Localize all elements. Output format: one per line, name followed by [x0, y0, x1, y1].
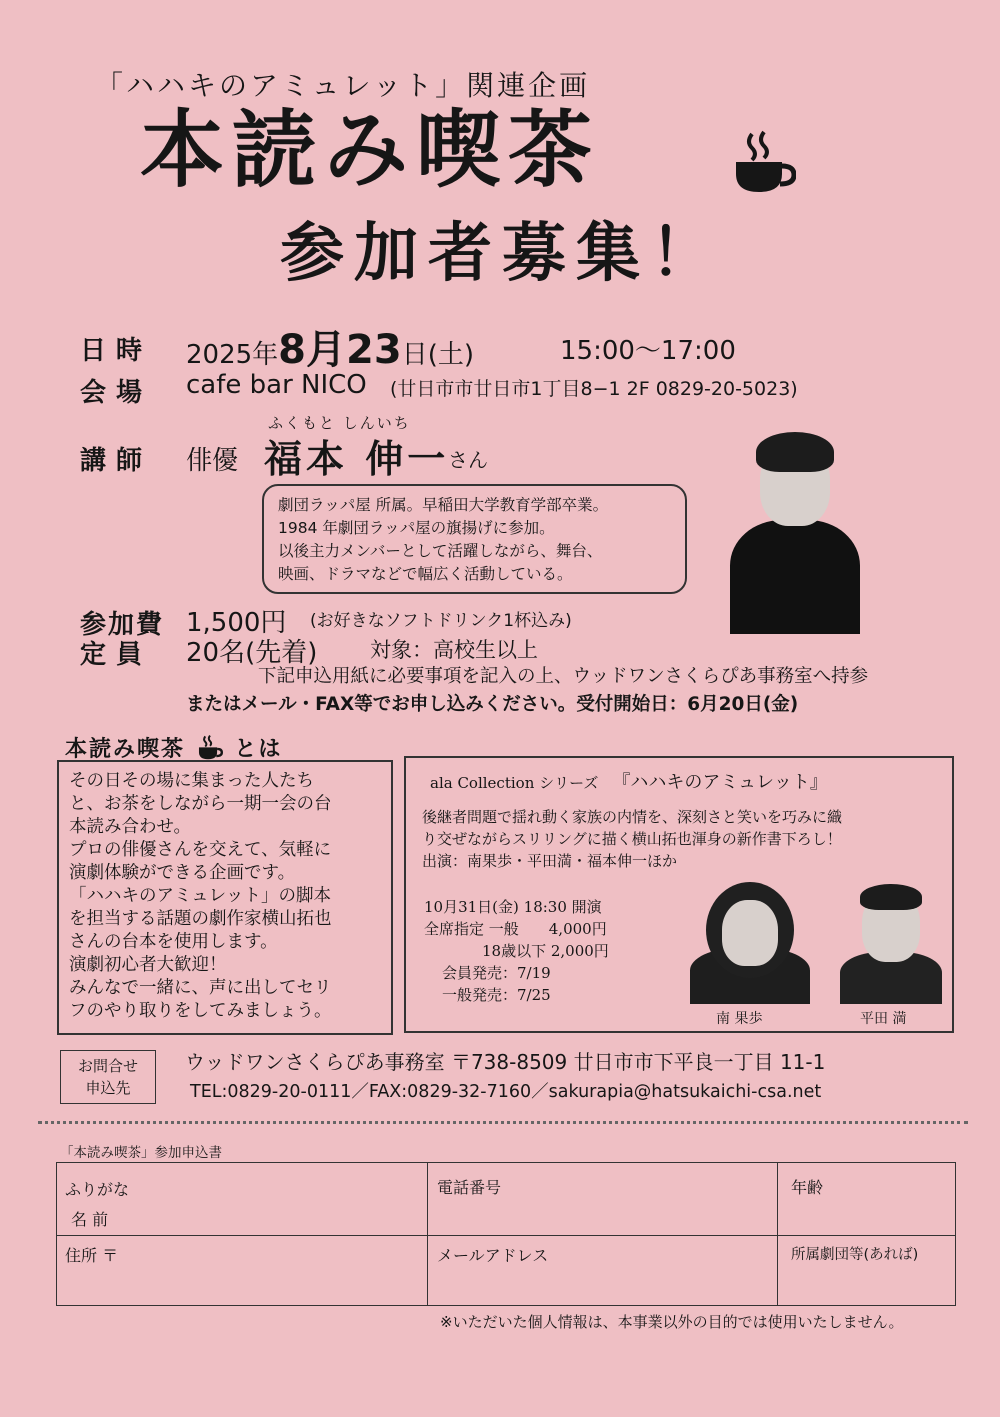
performance-info	[424, 896, 609, 1006]
play-title: 『ハハキのアミュレット』	[612, 772, 828, 793]
form-title: 「本読み喫茶」参加申込書	[60, 1145, 222, 1161]
venue-name: cafe bar NICO	[186, 370, 367, 400]
lecturer-role: 俳優	[186, 446, 239, 476]
coffee-cup-icon	[732, 128, 796, 194]
about-line: 演劇初心者大歓迎！	[69, 955, 227, 975]
actor2-caption: 平田 満	[860, 1011, 907, 1027]
about-line: と、お茶をしながら一期一会の台	[69, 794, 332, 814]
price-row-2: 18歳以下 2,000円	[482, 942, 609, 960]
lecturer-bio	[262, 484, 687, 594]
actor2-photo	[836, 878, 946, 1004]
bio-line: 映画、ドラマなどで幅広く活動している。	[278, 565, 573, 583]
apply-line-2: またはメール・FAX等でお申し込みください。受付開始日：6月20日(金)	[186, 694, 799, 715]
actor1-photo	[686, 878, 814, 1004]
member-sale: 会員発売：7/19	[442, 964, 551, 982]
date-weekday: 日(土)	[401, 340, 474, 370]
about-heading-post: とは	[234, 737, 283, 762]
price-row-1: 全席指定 一般 4,000円	[424, 920, 607, 938]
about-line: フのやり取りをしてみましょう。	[69, 1001, 332, 1021]
capacity: 20名(先着)	[186, 638, 318, 668]
desc-line: り交ぜながらスリリングに描く横山拓也渾身の新作書下ろし！	[422, 830, 842, 848]
fee: 1,500円	[186, 608, 287, 638]
email-field[interactable]: メールアドレス	[437, 1246, 549, 1265]
troupe-field[interactable]: 所属劇団等(あれば)	[791, 1247, 919, 1263]
play-info-box	[404, 756, 954, 1033]
about-line: 演劇体験ができる企画です。	[69, 863, 296, 883]
play-heading	[430, 768, 828, 794]
bio-line: 劇団ラッパ屋 所属。早稲田大学教育学部卒業。	[278, 496, 609, 514]
contact-address: ウッドワンさくらぴあ事務室 〒738-8509 廿日市市下平良一丁目 11-1	[185, 1050, 826, 1074]
cut-line	[38, 1121, 968, 1124]
about-heading	[65, 732, 282, 763]
venue-label: 会場	[80, 378, 153, 408]
fee-note: (お好きなソフトドリンク1杯込み)	[310, 611, 572, 631]
page-subtitle: 参加者募集！	[280, 217, 724, 291]
coffee-cup-icon	[195, 734, 225, 760]
apply-line-1: 下記申込用紙に必要事項を記入の上、ウッドワンさくらぴあ事務室へ持参	[258, 666, 869, 687]
capacity-label: 定員	[80, 640, 153, 670]
event-date	[186, 318, 474, 375]
about-line: さんの台本を使用します。	[69, 932, 278, 952]
target: 対象：高校生以上	[370, 638, 538, 662]
about-text	[57, 760, 393, 1035]
address-field[interactable]: 住所 〒	[65, 1246, 119, 1265]
privacy-note: ※いただいた個人情報は、本事業以外の目的では使用いたしません。	[440, 1313, 904, 1331]
contact-phone-email: TEL:0829-20-0111／FAX:0829-32-7160／sakurapia@hatsukaichi-csa.net	[190, 1082, 822, 1102]
play-description	[422, 806, 842, 872]
contact-label-line: 申込先	[85, 1079, 131, 1097]
date-label: 日時	[80, 336, 153, 366]
fee-label: 参加費	[80, 610, 165, 640]
actor1-caption: 南 果歩	[716, 1011, 763, 1027]
pre-title: 「ハハキのアミュレット」関連企画	[95, 69, 591, 102]
page-title: 本読み喫茶	[140, 101, 601, 199]
desc-line: 後継者問題で揺れ動く家族の内情を、深刻さと笑いを巧みに織	[422, 808, 843, 826]
furigana-field[interactable]: ふりがな	[65, 1180, 130, 1199]
general-sale: 一般発売：7/25	[442, 986, 551, 1004]
lecturer-honorific: さん	[448, 448, 488, 472]
lecturer-furigana: ふくもと しんいち	[268, 414, 411, 432]
performance-date: 10月31日(金) 18:30 開演	[424, 898, 602, 916]
age-field[interactable]: 年齢	[791, 1178, 824, 1197]
about-line: その日その場に集まった人たち	[69, 771, 314, 791]
lecturer-name: 福本 伸一	[264, 437, 450, 481]
about-line: プロの俳優さんを交えて、気軽に	[69, 840, 332, 860]
about-line: みんなで一緒に、声に出してセリ	[69, 978, 332, 998]
series-name: ala Collection シリーズ	[430, 774, 599, 792]
venue-detail: (廿日市市廿日市1丁目8−1 2F 0829-20-5023)	[390, 378, 798, 400]
contact-label-line: お問合せ	[77, 1057, 138, 1075]
about-line: を担当する話題の劇作家横山拓也	[69, 909, 332, 929]
name-field[interactable]: 名 前	[71, 1210, 109, 1229]
bio-line: 以後主力メンバーとして活躍しながら、舞台、	[278, 542, 603, 560]
date-year: 2025年	[186, 340, 279, 370]
about-line: 本読み合わせ。	[69, 817, 191, 837]
application-form	[56, 1162, 956, 1306]
date-month: 8月	[278, 327, 347, 373]
about-line: 「ハハキのアミュレット」の脚本	[69, 886, 331, 906]
bio-line: 1984 年劇団ラッパ屋の旗揚げに参加。	[278, 519, 555, 537]
lecturer-label: 講師	[80, 446, 153, 476]
about-heading-pre: 本読み喫茶	[65, 737, 186, 762]
desc-line: 出演：南果歩・平田満・福本伸一ほか	[422, 852, 678, 870]
contact-label	[60, 1050, 156, 1104]
phone-field[interactable]: 電話番号	[437, 1178, 502, 1197]
lecturer-photo	[720, 420, 870, 634]
event-time: 15:00～17:00	[560, 336, 736, 366]
date-day: 23	[346, 327, 402, 373]
